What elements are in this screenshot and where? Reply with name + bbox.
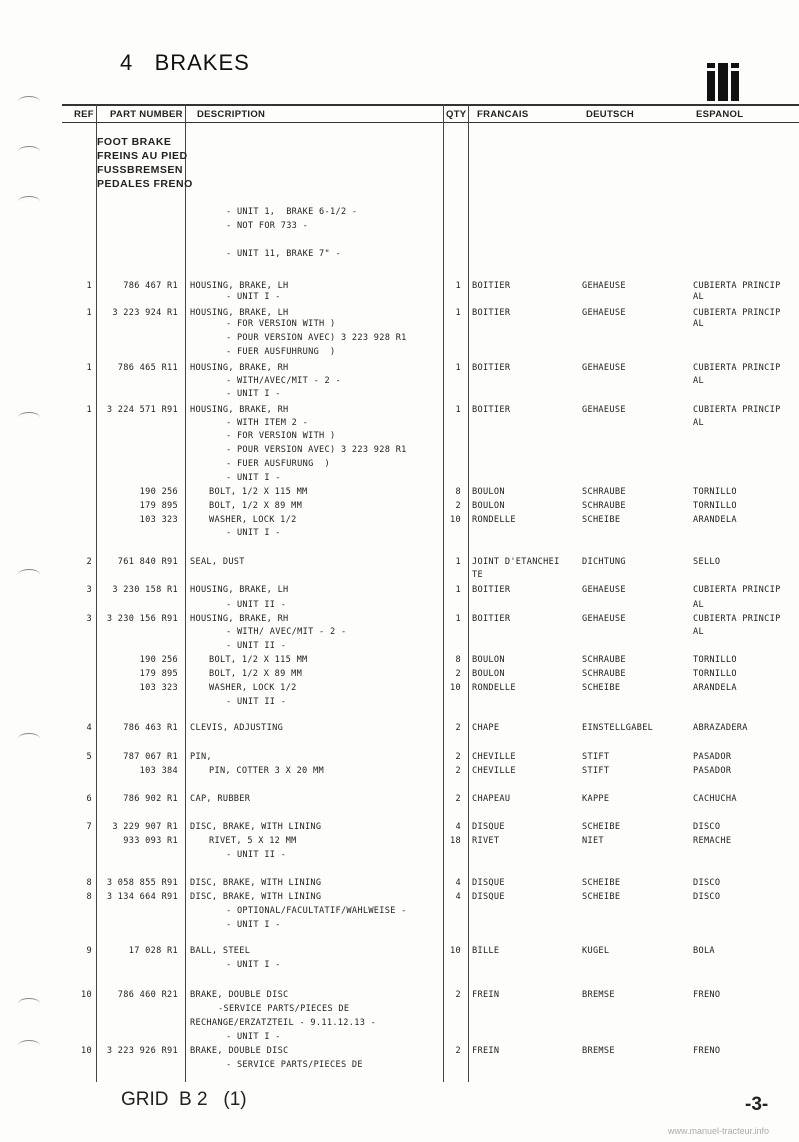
cell-de: GEHAEUSE (582, 363, 626, 373)
cell-fr: BOULON (472, 655, 505, 665)
cell-ref: 6 (86, 794, 92, 804)
cell-qty: 8 (455, 487, 461, 497)
cell-desc: DISC, BRAKE, WITH LINING (190, 822, 322, 832)
cell-desc: HOUSING, BRAKE, RH (190, 405, 289, 415)
cell-fr: DISQUE (472, 892, 505, 902)
cell-fr: RIVET (472, 836, 500, 846)
cell-de: KUGEL (582, 946, 610, 956)
cell-es: FRENO (693, 990, 721, 1000)
cell-es: TORNILLO (693, 655, 737, 665)
punch-hole-mark (18, 569, 40, 580)
cell-fr: CHAPE (472, 723, 500, 733)
cell-part: 190 256 (139, 487, 178, 497)
cell-de: GEHAEUSE (582, 585, 626, 595)
cell-qty: 2 (455, 766, 461, 776)
cell-qty: 1 (455, 405, 461, 415)
cell-de: KAPPE (582, 794, 610, 804)
cell-qty: 4 (455, 892, 461, 902)
cell-qty: 2 (455, 723, 461, 733)
cell-desc: - POUR VERSION AVEC) 3 223 928 R1 (226, 445, 407, 455)
cell-de: SCHRAUBE (582, 655, 626, 665)
cell-desc: - POUR VERSION AVEC) 3 223 928 R1 (226, 333, 407, 343)
cell-ref: 5 (86, 752, 92, 762)
cell-part: 103 323 (139, 683, 178, 693)
cell-fr: CHEVILLE (472, 766, 516, 776)
cell-desc: - UNIT I - (226, 473, 281, 483)
cell-es: AL (693, 600, 704, 610)
cell-qty: 2 (455, 1046, 461, 1056)
col-header-ref: REF (74, 109, 94, 120)
cell-part: 17 028 R1 (128, 946, 178, 956)
cell-fr: CHEVILLE (472, 752, 516, 762)
cell-de: SCHRAUBE (582, 487, 626, 497)
note-line: - UNIT 11, BRAKE 7" - (226, 249, 341, 259)
cell-qty: 1 (455, 614, 461, 624)
cell-fr: RONDELLE (472, 515, 516, 525)
cell-desc: - FUER AUSFUHRUNG ) (226, 347, 336, 357)
section-title-es: PEDALES FRENO (97, 178, 193, 190)
cell-desc: - UNIT II - (226, 641, 287, 651)
cell-de: STIFT (582, 752, 610, 762)
cell-desc: PIN, COTTER 3 X 20 MM (209, 766, 324, 776)
cell-part: 786 467 R1 (123, 281, 178, 291)
cell-fr: BOITIER (472, 614, 511, 624)
cell-es: TORNILLO (693, 501, 737, 511)
cell-es: SELLO (693, 557, 721, 567)
ih-logo (707, 63, 739, 101)
cell-ref: 10 (81, 1046, 92, 1056)
cell-qty: 4 (455, 878, 461, 888)
cell-es: CUBIERTA PRINCIP (693, 405, 781, 415)
punch-hole-mark (18, 412, 40, 423)
cell-desc: - UNIT I - (226, 528, 281, 538)
cell-ref: 10 (81, 990, 92, 1000)
cell-de: SCHEIBE (582, 822, 621, 832)
cell-es: TORNILLO (693, 669, 737, 679)
cell-de: SCHRAUBE (582, 669, 626, 679)
cell-desc: DISC, BRAKE, WITH LINING (190, 878, 322, 888)
cell-qty: 1 (455, 363, 461, 373)
col-header-es: ESPANOL (696, 109, 744, 120)
section-title-en: FOOT BRAKE (97, 136, 172, 148)
cell-part: 3 224 571 R91 (106, 405, 178, 415)
cell-ref: 1 (86, 363, 92, 373)
cell-desc: - UNIT I - (226, 920, 281, 930)
punch-hole-mark (18, 998, 40, 1009)
cell-ref: 3 (86, 585, 92, 595)
col-header-qty: QTY (446, 109, 467, 120)
punch-hole-mark (18, 733, 40, 744)
cell-part: 786 902 R1 (123, 794, 178, 804)
cell-es: ARANDELA (693, 683, 737, 693)
cell-desc: BOLT, 1/2 X 115 MM (209, 487, 308, 497)
punch-hole-mark (18, 96, 40, 107)
page-title: 4 BRAKES (120, 50, 250, 75)
cell-part: 761 840 R91 (117, 557, 178, 567)
cell-qty: 1 (455, 281, 461, 291)
col-header-de: DEUTSCH (586, 109, 635, 120)
cell-qty: 18 (450, 836, 461, 846)
cell-part: 786 463 R1 (123, 723, 178, 733)
cell-de: NIET (582, 836, 604, 846)
cell-es: FRENO (693, 1046, 721, 1056)
cell-desc: BALL, STEEL (190, 946, 251, 956)
cell-qty: 1 (455, 308, 461, 318)
cell-es: ABRAZADERA (693, 723, 748, 733)
note-line: - UNIT 1, BRAKE 6-1/2 - (226, 207, 358, 217)
punch-hole-mark (18, 196, 40, 207)
cell-fr: BOITIER (472, 308, 511, 318)
cell-ref: 7 (86, 822, 92, 832)
cell-de: EINSTELLGABEL (582, 723, 654, 733)
cell-desc: BRAKE, DOUBLE DISC (190, 1046, 289, 1056)
cell-qty: 2 (455, 990, 461, 1000)
cell-de: STIFT (582, 766, 610, 776)
cell-qty: 1 (455, 585, 461, 595)
col-header-part: PART NUMBER (110, 109, 183, 120)
cell-desc: - FOR VERSION WITH ) (226, 319, 336, 329)
cell-fr: BILLE (472, 946, 500, 956)
cell-de: SCHEIBE (582, 892, 621, 902)
cell-desc: PIN, (190, 752, 212, 762)
col-header-desc: DESCRIPTION (197, 109, 266, 120)
cell-de: SCHEIBE (582, 683, 621, 693)
cell-desc: - UNIT I - (226, 1032, 281, 1042)
cell-ref: 1 (86, 405, 92, 415)
cell-part: 3 223 926 R91 (106, 1046, 178, 1056)
cell-ref: 8 (86, 892, 92, 902)
cell-desc: -SERVICE PARTS/PIECES DE (218, 1004, 350, 1014)
cell-part: 787 067 R1 (123, 752, 178, 762)
cell-desc: - UNIT I - (226, 292, 281, 302)
cell-desc: SEAL, DUST (190, 557, 245, 567)
cell-desc: RIVET, 5 X 12 MM (209, 836, 297, 846)
cell-fr: DISQUE (472, 878, 505, 888)
watermark: www.manuel-tracteur.info (668, 1126, 770, 1136)
section-title-de: FUSSBREMSEN (97, 164, 184, 176)
cell-es: AL (693, 319, 704, 329)
cell-es: REMACHE (693, 836, 732, 846)
cell-qty: 1 (455, 557, 461, 567)
cell-fr: TE (472, 570, 483, 580)
cell-es: AL (693, 418, 704, 428)
cell-part: 3 134 664 R91 (106, 892, 178, 902)
cell-qty: 2 (455, 501, 461, 511)
cell-qty: 2 (455, 669, 461, 679)
cell-desc: WASHER, LOCK 1/2 (209, 683, 297, 693)
cell-es: PASADOR (693, 766, 732, 776)
cell-desc: - WITH ITEM 2 - (226, 418, 309, 428)
cell-desc: - UNIT II - (226, 600, 287, 610)
cell-desc: BOLT, 1/2 X 115 MM (209, 655, 308, 665)
cell-desc: BOLT, 1/2 X 89 MM (209, 669, 303, 679)
cell-es: CUBIERTA PRINCIP (693, 614, 781, 624)
cell-part: 786 465 R11 (117, 363, 178, 373)
cell-qty: 10 (450, 683, 461, 693)
cell-desc: HOUSING, BRAKE, LH (190, 585, 289, 595)
cell-part: 190 256 (139, 655, 178, 665)
cell-qty: 4 (455, 822, 461, 832)
cell-desc: - UNIT II - (226, 850, 287, 860)
header-top-rule (62, 104, 799, 106)
cell-de: BREMSE (582, 1046, 615, 1056)
cell-desc: HOUSING, BRAKE, LH (190, 281, 289, 291)
header-bottom-rule (62, 122, 799, 123)
cell-part: 933 093 R1 (123, 836, 178, 846)
cell-desc: WASHER, LOCK 1/2 (209, 515, 297, 525)
section-title-fr: FREINS AU PIED (97, 150, 188, 162)
cell-es: CUBIERTA PRINCIP (693, 363, 781, 373)
cell-de: GEHAEUSE (582, 405, 626, 415)
cell-fr: BOITIER (472, 585, 511, 595)
cell-part: 3 223 924 R1 (112, 308, 178, 318)
page-number: -3- (745, 1094, 769, 1115)
cell-desc: HOUSING, BRAKE, LH (190, 308, 289, 318)
cell-es: DISCO (693, 822, 721, 832)
cell-part: 103 384 (139, 766, 178, 776)
cell-part: 3 230 156 R91 (106, 614, 178, 624)
cell-es: AL (693, 292, 704, 302)
cell-desc: DISC, BRAKE, WITH LINING (190, 892, 322, 902)
cell-part: 179 895 (139, 669, 178, 679)
cell-desc: - UNIT I - (226, 960, 281, 970)
cell-es: ARANDELA (693, 515, 737, 525)
col-header-fr: FRANCAIS (477, 109, 529, 120)
cell-fr: DISQUE (472, 822, 505, 832)
cell-desc: - WITH/ AVEC/MIT - 2 - (226, 627, 347, 637)
col-rule-qty (468, 104, 469, 1082)
cell-de: DICHTUNG (582, 557, 626, 567)
cell-part: 103 323 (139, 515, 178, 525)
cell-ref: 1 (86, 281, 92, 291)
cell-desc: HOUSING, BRAKE, RH (190, 363, 289, 373)
cell-fr: BOULON (472, 487, 505, 497)
cell-ref: 8 (86, 878, 92, 888)
cell-es: CUBIERTA PRINCIP (693, 585, 781, 595)
cell-desc: BOLT, 1/2 X 89 MM (209, 501, 303, 511)
cell-qty: 2 (455, 794, 461, 804)
cell-fr: BOITIER (472, 405, 511, 415)
cell-es: PASADOR (693, 752, 732, 762)
cell-desc: BRAKE, DOUBLE DISC (190, 990, 289, 1000)
cell-qty: 8 (455, 655, 461, 665)
cell-part: 3 230 158 R1 (112, 585, 178, 595)
cell-desc: CAP, RUBBER (190, 794, 251, 804)
cell-de: SCHEIBE (582, 515, 621, 525)
cell-ref: 3 (86, 614, 92, 624)
cell-es: DISCO (693, 878, 721, 888)
cell-de: GEHAEUSE (582, 308, 626, 318)
cell-desc: RECHANGE/ERZATZTEIL - 9.11.12.13 - (190, 1018, 377, 1028)
cell-desc: - WITH/AVEC/MIT - 2 - (226, 376, 341, 386)
grid-reference: GRID B 2 (1) (121, 1089, 247, 1110)
cell-ref: 1 (86, 308, 92, 318)
cell-part: 3 229 907 R1 (112, 822, 178, 832)
cell-desc: - UNIT II - (226, 697, 287, 707)
cell-desc: HOUSING, BRAKE, RH (190, 614, 289, 624)
cell-qty: 10 (450, 515, 461, 525)
cell-desc: CLEVIS, ADJUSTING (190, 723, 284, 733)
col-rule-part (185, 104, 186, 1082)
punch-hole-mark (18, 146, 40, 157)
cell-es: AL (693, 376, 704, 386)
cell-de: SCHRAUBE (582, 501, 626, 511)
cell-part: 786 460 R21 (117, 990, 178, 1000)
cell-desc: - FUER AUSFURUNG ) (226, 459, 331, 469)
cell-part: 3 058 855 R91 (106, 878, 178, 888)
cell-qty: 10 (450, 946, 461, 956)
cell-de: BREMSE (582, 990, 615, 1000)
cell-fr: FREIN (472, 990, 500, 1000)
cell-es: CUBIERTA PRINCIP (693, 281, 781, 291)
cell-de: GEHAEUSE (582, 614, 626, 624)
cell-ref: 9 (86, 946, 92, 956)
cell-fr: BOITIER (472, 363, 511, 373)
cell-es: DISCO (693, 892, 721, 902)
cell-es: AL (693, 627, 704, 637)
cell-fr: BOITIER (472, 281, 511, 291)
cell-fr: FREIN (472, 1046, 500, 1056)
cell-desc: - FOR VERSION WITH ) (226, 431, 336, 441)
note-line: - NOT FOR 733 - (226, 221, 309, 231)
cell-ref: 4 (86, 723, 92, 733)
cell-fr: JOINT D'ETANCHEI (472, 557, 560, 567)
cell-es: CACHUCHA (693, 794, 737, 804)
cell-fr: BOULON (472, 669, 505, 679)
cell-qty: 2 (455, 752, 461, 762)
cell-es: TORNILLO (693, 487, 737, 497)
cell-fr: CHAPEAU (472, 794, 511, 804)
cell-fr: BOULON (472, 501, 505, 511)
punch-hole-mark (18, 1040, 40, 1051)
cell-desc: - OPTIONAL/FACULTATIF/WAHLWEISE - (226, 906, 407, 916)
cell-de: GEHAEUSE (582, 281, 626, 291)
cell-de: SCHEIBE (582, 878, 621, 888)
cell-ref: 2 (86, 557, 92, 567)
cell-desc: - UNIT I - (226, 389, 281, 399)
cell-fr: RONDELLE (472, 683, 516, 693)
cell-es: CUBIERTA PRINCIP (693, 308, 781, 318)
cell-part: 179 895 (139, 501, 178, 511)
cell-desc: - SERVICE PARTS/PIECES DE (226, 1060, 363, 1070)
cell-es: BOLA (693, 946, 715, 956)
